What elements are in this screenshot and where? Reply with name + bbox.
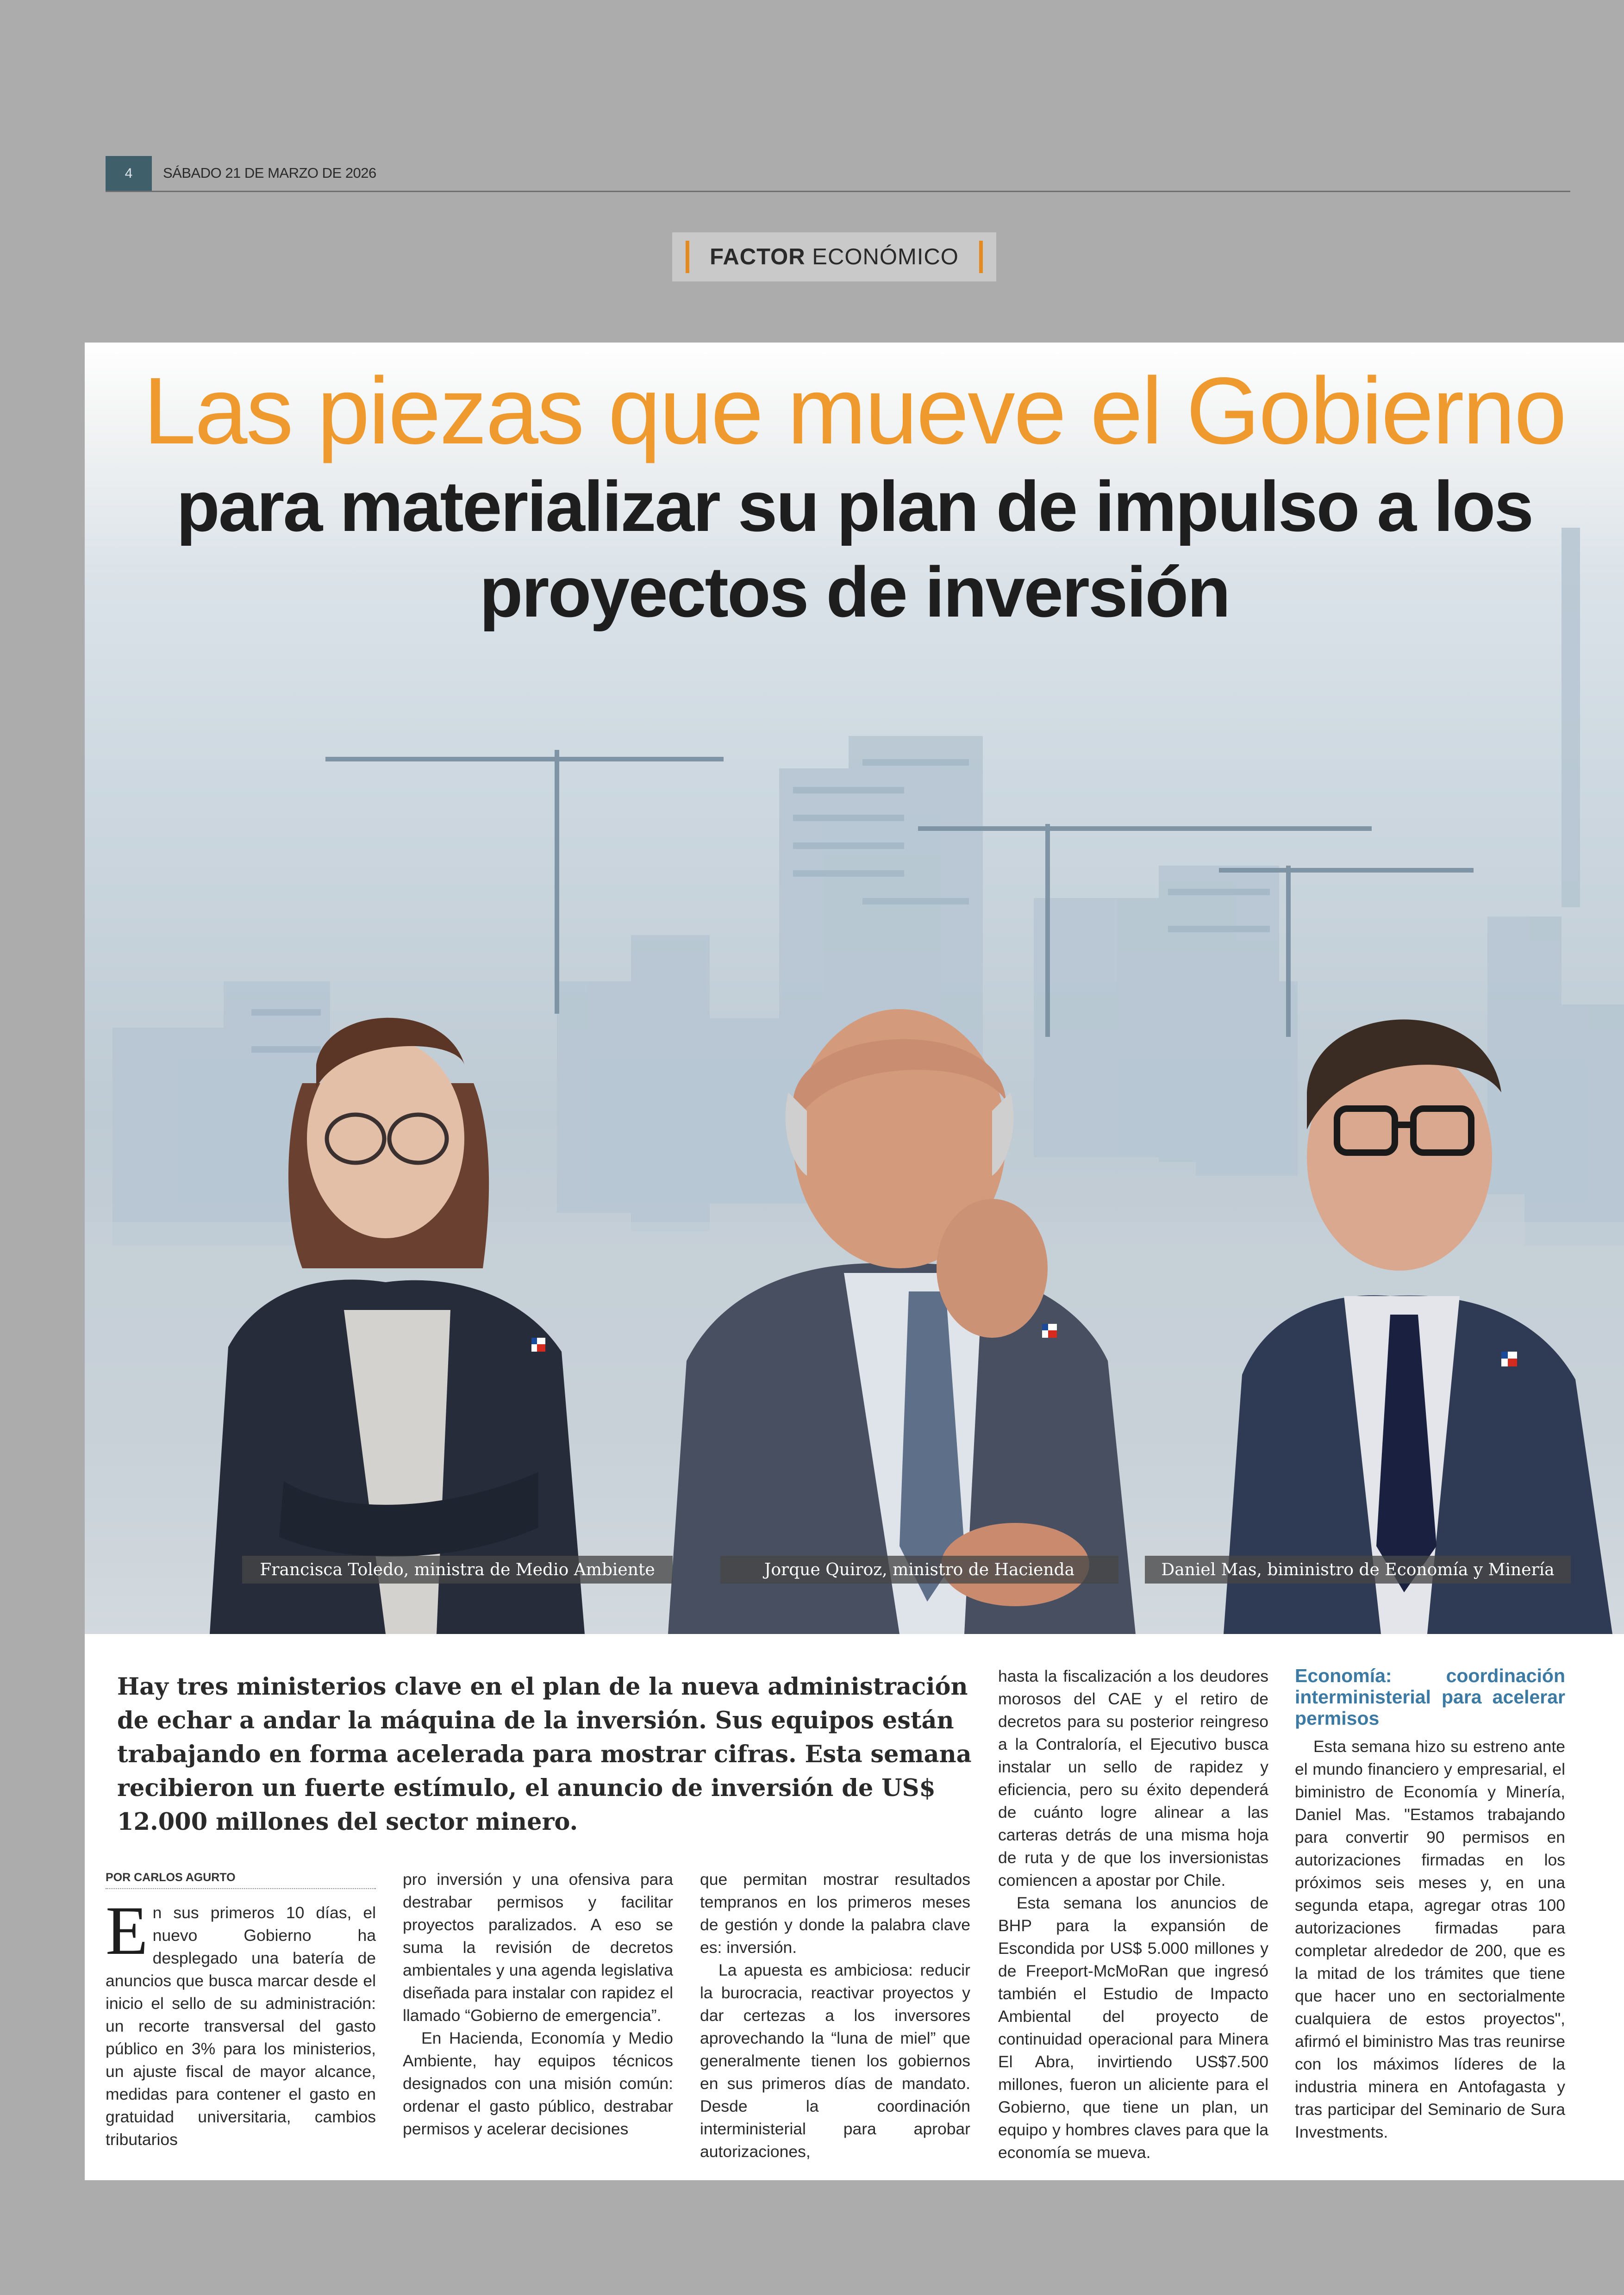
- caption-toledo: Francisca Toledo, ministra de Medio Ambiente: [242, 1556, 673, 1584]
- article-column-3: [700, 1868, 970, 2163]
- section-name-rest: ECONÓMICO: [805, 244, 959, 269]
- section-tag: [672, 232, 996, 281]
- hand-on-chin: [937, 1199, 1048, 1338]
- headline-title: Las piezas que mueve el Gobierno: [143, 358, 1566, 464]
- section-subhead: Economía: coordinación interministerial para acelerar permisos: [1295, 1665, 1565, 1729]
- section-bar-right: [979, 241, 983, 273]
- paragraph: que permitan mostrar resultados tempranos en los primeros meses de gestión y donde la palabra clave es: inversión.: [700, 1870, 970, 1957]
- paragraph: Esta semana los anuncios de BHP para la expansión de Escondida por US$ 5.000 millones y de Freeport-McMoRan que ingresó también el Estudio de Impacto Ambiental del proyecto de continuidad operacional para Minera El Abra, invirtiendo US$7.500 millones, fueron un aliciente para el Gobierno, que tiene un plan, un equipo y hombres claves para que la economía se mueva.: [998, 1894, 1268, 2162]
- article-column-4: [998, 1665, 1268, 2164]
- paragraph: En Hacienda, Economía y Medio Ambiente, hay equipos técnicos designados con una misión común: ordenar el gasto público, destrabar permisos y acelerar decisiones: [403, 2029, 673, 2138]
- paragraph: pro inversión y una ofensiva para destrabar permisos y facilitar proyectos paralizados. A eso se suma la revisión de decretos ambientales y una agenda legislativa diseñada para instalar con rapidez el llamado “Gobierno de emergencia”.: [403, 1870, 673, 2025]
- article-page: [85, 343, 1624, 2180]
- paragraph-text: n sus primeros 10 días, el nuevo Gobierno ha desplegado una batería de anuncios que busca marcar desde el inicio el sello de su administración: un recorte transversal del gasto público en 3% para los ministerios, un ajuste fiscal de mayor alcance, medidas para contener el gasto en gratuidad universitaria, cambios tributarios: [106, 1903, 376, 2149]
- headline-subtitle: para materializar su plan de impulso a los proyectos de inversión: [176, 467, 1533, 632]
- paragraph: Esta semana hizo su estreno ante el mundo financiero y empresarial, el biministro de Economía y Minería, Daniel Mas. "Estamos trabajando para convertir 90 permisos en autorizaciones firmadas en los próximos seis meses y, en una segunda etapa, agregar otras 100 autorizaciones firmadas para completar alrededor de 200, que es la mitad de los trámites que tiene que hacer uno en sectorialmente cualquiera de estos proyectos", afirmó el biministro Mas tras reunirse con los máximos líderes de la industria minera en Antofagasta y tras participar del Seminario de Sura Investments.: [1295, 1737, 1565, 2141]
- article-column-2: [403, 1868, 673, 2140]
- article-lead: Hay tres ministerios clave en el plan de la nueva administración de echar a andar la máquina de la inversión. Sus equipos están trabajando en forma acelerada para mostrar cifras. Esta semana recibieron un fuerte estímulo, el anuncio de inversión de US$ 12.000 millones del sector minero.: [117, 1673, 972, 1836]
- byline: POR CARLOS AGURTO: [106, 1871, 376, 1889]
- section-bar-left: [686, 241, 689, 273]
- hero-photo: [85, 343, 1624, 1634]
- caption-mas: Daniel Mas, biministro de Economía y Minería: [1145, 1556, 1571, 1584]
- header-rule: [106, 191, 1570, 192]
- issue-date: SÁBADO 21 DE MARZO DE 2026: [163, 165, 376, 181]
- article-column-1: [106, 1892, 376, 2151]
- section-name-bold: FACTOR: [710, 244, 806, 269]
- paragraph: La apuesta es ambiciosa: reducir la burocracia, reactivar proyectos y dar certezas a los inversores aprovechando la “luna de miel” que generalmente tienen los gobiernos en sus primeros días de mandato. Desde la coordinación interministerial para aprobar autorizaciones,: [700, 1961, 970, 2161]
- drop-cap: E: [106, 1892, 148, 1969]
- caption-quiroz: Jorque Quiroz, ministro de Hacienda: [720, 1556, 1118, 1584]
- article-column-5: [1295, 1665, 1565, 2144]
- paragraph: [106, 1892, 376, 2151]
- page-number: 4: [106, 156, 152, 191]
- paragraph: hasta la fiscalización a los deudores morosos del CAE y el retiro de decretos para su posterior reingreso a la Contraloría, el Ejecutivo busca instalar un sello de rapidez y eficiencia, pero su éxito dependerá de cuánto logre alinear a las carteras detrás de una misma hoja de ruta y de que los inversionistas comiencen a apostar por Chile.: [998, 1667, 1268, 1890]
- section-name: [689, 244, 979, 270]
